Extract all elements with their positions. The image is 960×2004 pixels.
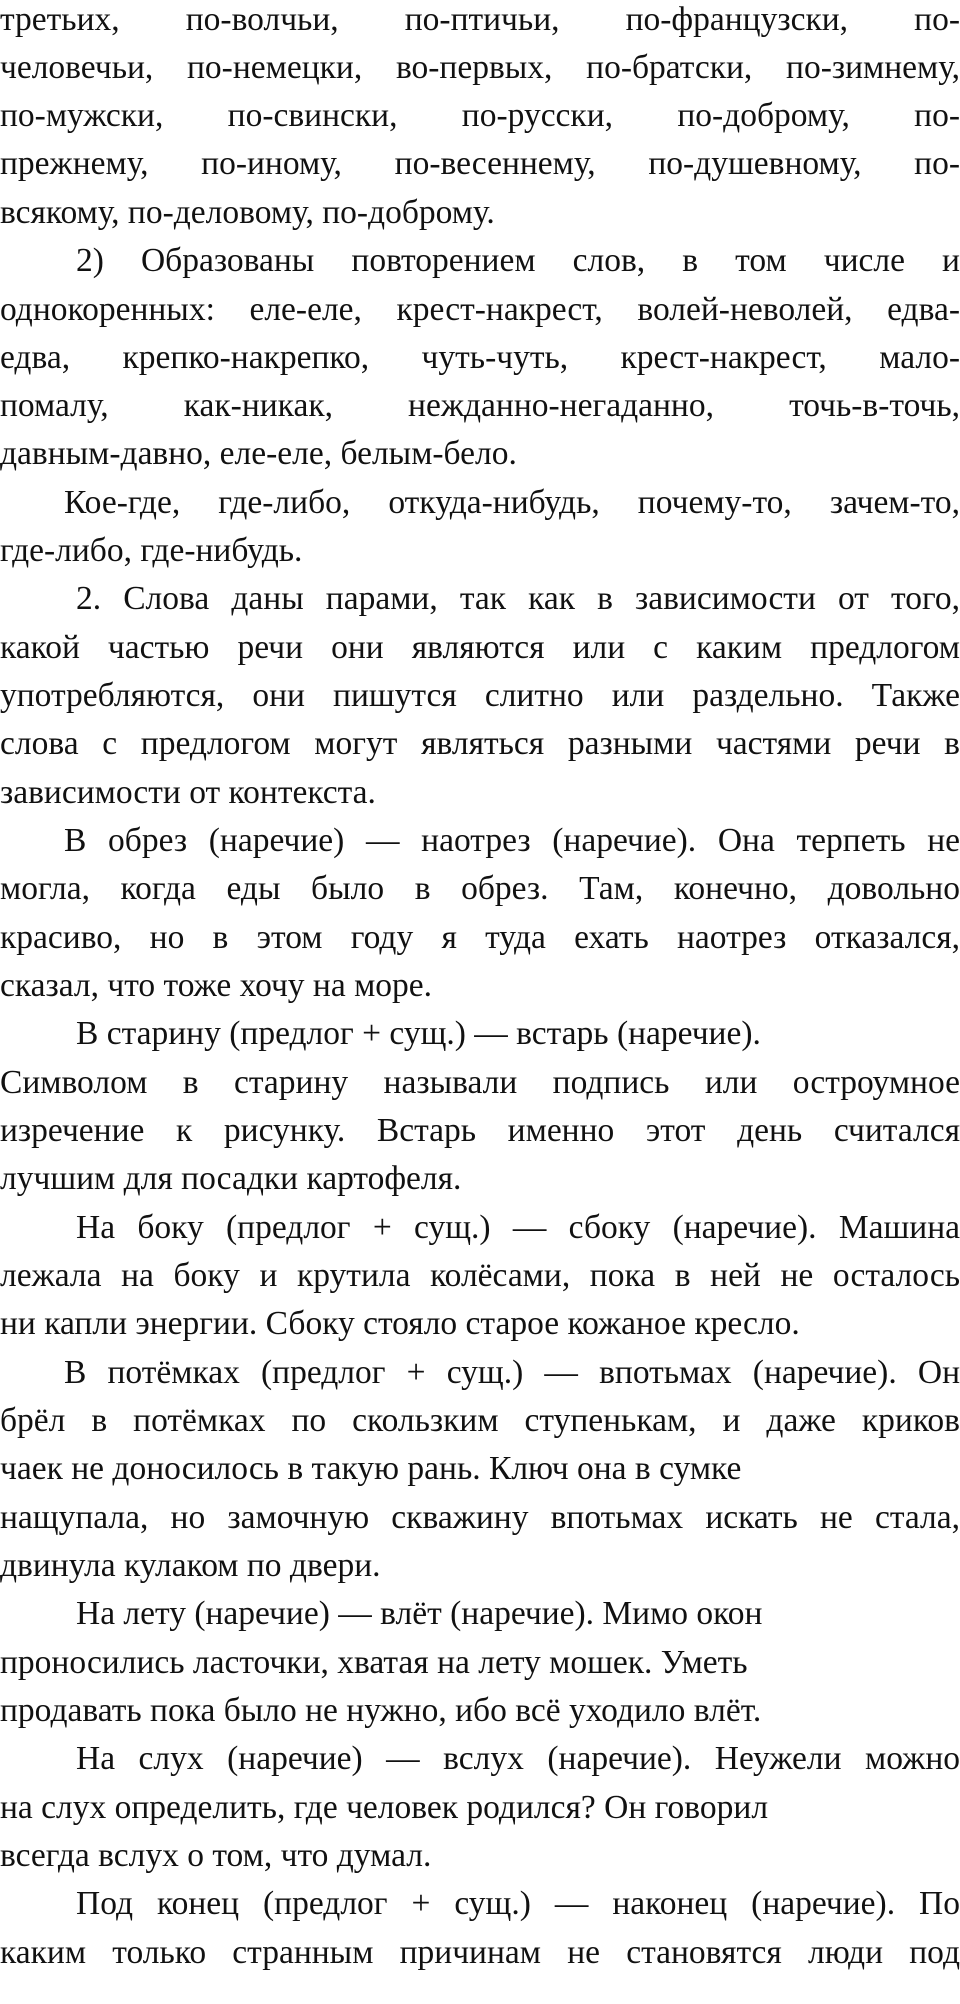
text-line: каким только странным причинам не становятся люди под xyxy=(0,1934,960,1971)
text-line: сказал, что тоже хочу на море. xyxy=(0,967,433,1004)
text-line: В потёмках (предлог + сущ.) — впотьмах (наречие). Он xyxy=(64,1354,960,1391)
text-line: давным-давно, еле-еле, белым-бело. xyxy=(0,435,517,472)
text-line: употребляются, они пишутся слитно или раздельно. Также xyxy=(0,677,960,714)
text-line: 2. Слова даны парами, так как в зависимости от того, xyxy=(76,580,960,617)
text-line: продавать пока было не нужно, ибо всё уходило влёт. xyxy=(0,1692,762,1729)
text-line: брёл в потёмках по скользким ступенькам, и даже криков xyxy=(0,1402,960,1439)
text-line: Кое-где, где-либо, откуда-нибудь, почему-то, зачем-то, xyxy=(64,484,960,521)
text-line: прежнему, по-иному, по-весеннему, по-душевному, по- xyxy=(0,145,960,182)
text-line: помалу, как-никак, нежданно-негаданно, точь-в-точь, xyxy=(0,387,960,424)
text-line: В обрез (наречие) — наотрез (наречие). Она терпеть не xyxy=(64,822,960,859)
text-line: На слух (наречие) — вслух (наречие). Неужели можно xyxy=(76,1740,960,1777)
text-line: ни капли энергии. Сбоку стояло старое кожаное кресло. xyxy=(0,1305,800,1342)
text-line: слова с предлогом могут являться разными частями речи в xyxy=(0,725,960,762)
text-line: всякому, по-деловому, по-доброму. xyxy=(0,194,495,231)
text-line: нащупала, но замочную скважину впотьмах искать не стала, xyxy=(0,1499,960,1536)
text-line: человечьи, по-немецки, во-первых, по-братски, по-зимнему, xyxy=(0,49,960,86)
text-line: где-либо, где-нибудь. xyxy=(0,532,303,569)
text-line: чаек не доносилось в такую рань. Ключ она в сумке xyxy=(0,1450,742,1487)
text-line: однокоренных: еле-еле, крест-накрест, волей-неволей, едва- xyxy=(0,291,960,328)
text-line: На лету (наречие) — влёт (наречие). Мимо окон xyxy=(76,1595,763,1632)
text-line: на слух определить, где человек родился? Он говорил xyxy=(0,1789,769,1826)
text-line: В старину (предлог + сущ.) — встарь (наречие). xyxy=(76,1015,761,1052)
text-line: лежала на боку и крутила колёсами, пока в ней не осталось xyxy=(0,1257,960,1294)
text-line: едва, крепко-накрепко, чуть-чуть, крест-накрест, мало- xyxy=(0,339,960,376)
text-line: 2) Образованы повторением слов, в том числе и xyxy=(76,242,960,279)
text-line: зависимости от контекста. xyxy=(0,774,376,811)
text-line: Символом в старину называли подпись или остроумное xyxy=(0,1064,960,1101)
text-line: какой частью речи они являются или с каким предлогом xyxy=(0,629,960,666)
text-line: изречение к рисунку. Встарь именно этот день считался xyxy=(0,1112,960,1149)
text-line: лучшим для посадки картофеля. xyxy=(0,1160,462,1197)
text-line: На боку (предлог + сущ.) — сбоку (наречие). Машина xyxy=(76,1209,960,1246)
text-line: третьих, по-волчьи, по-птичьи, по-французски, по- xyxy=(0,1,960,38)
text-line: всегда вслух о том, что думал. xyxy=(0,1837,432,1874)
text-line: по-мужски, по-свински, по-русски, по-доброму, по- xyxy=(0,97,960,134)
text-line: Под конец (предлог + сущ.) — наконец (наречие). По xyxy=(76,1885,960,1922)
text-line: могла, когда еды было в обрез. Там, конечно, довольно xyxy=(0,870,960,907)
text-line: двинула кулаком по двери. xyxy=(0,1547,381,1584)
text-line: проносились ласточки, хватая на лету мошек. Уметь xyxy=(0,1644,748,1681)
text-line: красиво, но в этом году я туда ехать наотрез отказался, xyxy=(0,919,960,956)
